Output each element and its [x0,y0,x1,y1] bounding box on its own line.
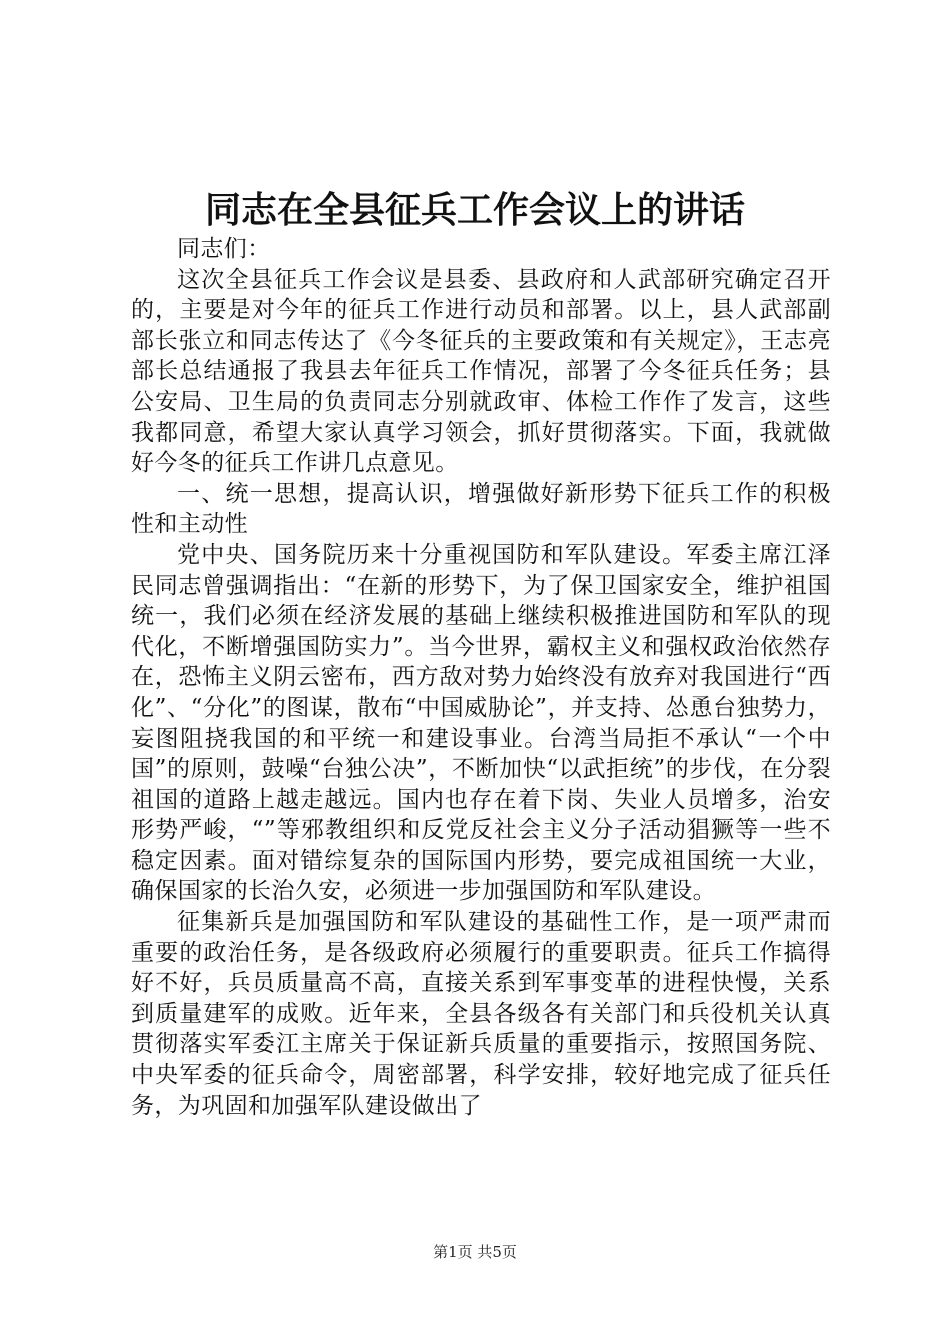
page-number-footer: 第1页 共5页 [433,1243,517,1261]
body-paragraph: 党中央、国务院历来十分重视国防和军队建设。军委主席江泽民同志曾强调指出：“在新的形势下，为了保卫国家安全，维护祖国统一，我们必须在经济发展的基础上继续积极推进国防和军队的现代化，不断增强国防实力”。当今世界，霸权主义和强权政治依然存在，恐怖主义阴云密布，西方敌对势力始终没有放弃对我国进行“西化”、“分化”的图谋，散布“中国威胁论”，并支持、怂恿台独势力，妄图阻挠我国的和平统一和建设事业。台湾当局拒不承认“一个中国”的原则，鼓噪“台独公决”，不断加快“以武拒统”的步伐，在分裂祖国的道路上越走越远。国内也存在着下岗、失业人员增多，治安形势严峻，“”等邪教组织和反党反社会主义分子活动猖獗等一些不稳定因素。面对错综复杂的国际国内形势，要完成祖国统一大业，确保国家的长治久安，必须进一步加强国防和军队建设。 [131,541,831,905]
salutation-paragraph: 同志们： [177,236,271,262]
section-heading-1: 一、统一思想，提高认识，增强做好新形势下征兵工作的积极性和主动性 [131,480,831,538]
document-title: 同志在全县征兵工作会议上的讲话 [204,189,745,231]
intro-paragraph: 这次全县征兵工作会议是县委、县政府和人武部研究确定召开的，主要是对今年的征兵工作进行动员和部署。以上，县人武部副部长张立和同志传达了《今冬征兵的主要政策和有关规定》，王志亮部长总结通报了我县去年征兵工作情况，部署了今冬征兵任务；县公安局、卫生局的负责同志分别就政审、体检工作作了发言，这些我都同意，希望大家认真学习领会，抓好贯彻落实。下面，我就做好今冬的征兵工作讲几点意见。 [131,266,831,477]
body-paragraph: 征集新兵是加强国防和军队建设的基础性工作，是一项严肃而重要的政治任务，是各级政府必须履行的重要职责。征兵工作搞得好不好，兵员质量高不高，直接关系到军事变革的进程快慢，关系到质量建军的成败。近年来，全县各级各有关部门和兵役机关认真贯彻落实军委江主席关于保证新兵质量的重要指示，按照国务院、中央军委的征兵命令，周密部署，科学安排，较好地完成了征兵任务，为巩固和加强军队建设做出了 [131,909,831,1119]
document-body [131,234,831,1121]
